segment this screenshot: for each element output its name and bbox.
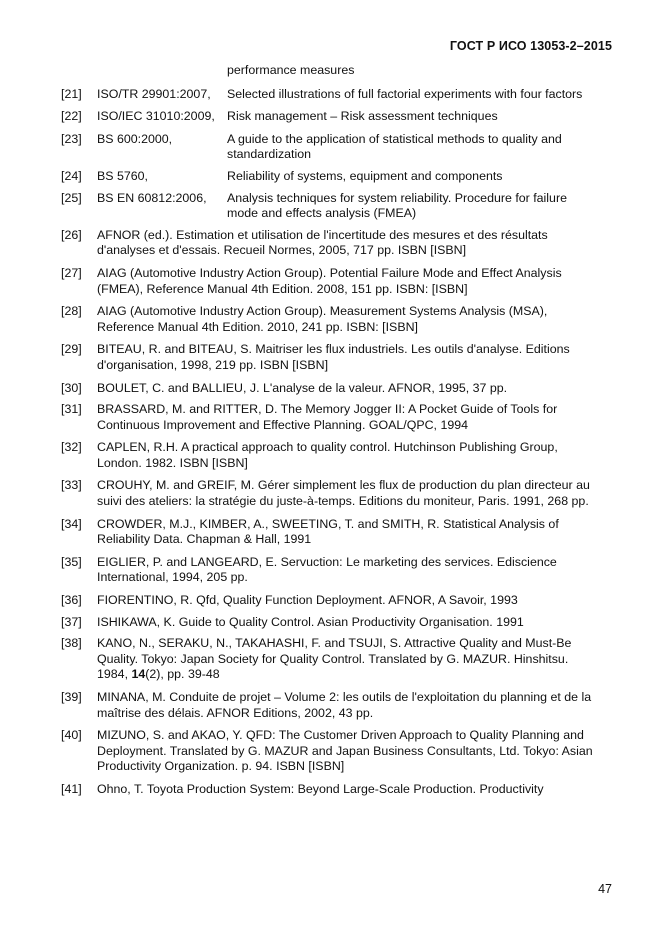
reference-entry (61, 132, 596, 163)
reference-text: AIAG (Automotive Industry Action Group). Potential Failure Mode and Effect Analysis (FMEA), Reference Manual 4th Edition. 2008, 151 pp. ISBN: [ISBN] (97, 265, 562, 296)
reference-number: [28] (61, 304, 82, 319)
reference-entry (61, 478, 596, 509)
reference-entry (61, 381, 596, 397)
reference-text: MINANA, M. Conduite de projet – Volume 2: les outils de l'exploitation du planning et de la maîtrise des délais. AFNOR Editions, 2002, 43 pp. (97, 690, 592, 720)
reference-description: Analysis techniques for system reliability. Procedure for failure mode and effects analysis (FMEA) (227, 190, 567, 221)
reference-entry (61, 342, 596, 373)
reference-number: [26] (61, 227, 82, 242)
reference-number: [41] (61, 781, 82, 796)
reference-number: [29] (61, 342, 82, 357)
reference-entry (61, 169, 596, 185)
reference-entry (61, 593, 596, 609)
reference-text: BOULET, C. and BALLIEU, J. L'analyse de la valeur. AFNOR, 1995, 37 pp. (97, 380, 508, 395)
reference-entry (61, 402, 596, 433)
reference-description: A guide to the application of statistical methods to quality and standardization (227, 131, 562, 162)
reference-entry (61, 304, 596, 335)
reference-number: [31] (61, 402, 82, 417)
reference-text: BITEAU, R. and BITEAU, S. Maitriser les flux industriels. Les outils d'analyse. Editions d'organisation, 1998, 219 pp. ISBN [ISBN] (97, 342, 570, 372)
reference-number: [30] (61, 380, 82, 395)
reference-entry (61, 615, 596, 631)
reference-entry (61, 782, 596, 798)
reference-entry (61, 440, 596, 471)
reference-text: EIGLIER, P. and LANGEARD, E. Servuction: Le marketing des services. Ediscience International, 1994, 205 pp. (97, 554, 557, 585)
reference-entry (61, 636, 596, 683)
reference-number: [37] (61, 614, 82, 629)
reference-text-part: (2), pp. 39-48 (145, 667, 220, 682)
reference-description: Selected illustrations of full factorial experiments with four factors (227, 86, 583, 101)
reference-entry (61, 191, 596, 222)
document-code-header: ГОСТ Р ИСО 13053-2–2015 (449, 39, 612, 53)
page-number: 47 (598, 882, 612, 896)
reference-text: AFNOR (ed.). Estimation et utilisation de l'incertitude des mesures et des résultats d'analyses et d'essais. Recueil Normes, 2005, 717 pp. ISBN [ISBN] (97, 227, 548, 258)
reference-text: Ohno, T. Toyota Production System: Beyond Large-Scale Production. Productivity (97, 781, 544, 796)
reference-text: MIZUNO, S. and AKAO, Y. QFD: The Customer Driven Approach to Quality Planning and Deployment. Translated by G. MAZUR and Japan Business Consultants, Ltd. Tokyo: Asian Productivity Organization. p. 94. ISBN [ISBN] (97, 728, 593, 774)
reference-number: [34] (61, 516, 82, 531)
reference-number: [38] (61, 636, 82, 651)
reference-number: [25] (61, 190, 82, 205)
reference-continuation (61, 63, 596, 79)
reference-volume: 14 (131, 667, 146, 682)
reference-number: [32] (61, 440, 82, 455)
reference-text: ISHIKAWA, K. Guide to Quality Control. Asian Productivity Organisation. 1991 (97, 614, 524, 629)
reference-description: Risk management – Risk assessment techniques (227, 109, 498, 124)
reference-description: performance measures (227, 63, 355, 77)
reference-code: BS EN 60812:2006, (97, 190, 207, 205)
reference-number: [22] (61, 109, 82, 124)
reference-text: FIORENTINO, R. Qfd, Quality Function Deployment. AFNOR, A Savoir, 1993 (97, 593, 518, 608)
reference-entry (61, 555, 596, 586)
reference-code: BS 600:2000, (97, 131, 173, 146)
reference-text: BRASSARD, M. and RITTER, D. The Memory Jogger II: A Pocket Guide of Tools for Continuous Improvement and Effective Planning. GOAL/QPC, 1994 (97, 402, 558, 432)
reference-entry (61, 228, 596, 259)
reference-number: [40] (61, 728, 82, 743)
reference-number: [21] (61, 86, 82, 101)
reference-description: Reliability of systems, equipment and components (227, 168, 503, 183)
reference-code: ISO/IEC 31010:2009, (97, 109, 215, 124)
reference-text (97, 636, 596, 683)
reference-number: [36] (61, 593, 82, 608)
reference-code: ISO/TR 29901:2007, (97, 86, 211, 101)
reference-number: [33] (61, 478, 82, 493)
reference-text: AIAG (Automotive Industry Action Group). Measurement Systems Analysis (MSA), Reference Manual 4th Edition. 2010, 241 pp. ISBN: [ISBN] (97, 304, 548, 334)
reference-text: CAPLEN, R.H. A practical approach to quality control. Hutchinson Publishing Group, London. 1982. ISBN [ISBN] (97, 440, 558, 470)
reference-text: CROUHY, M. and GREIF, M. Gérer simplement les flux de production du plan directeur au suivi des ateliers: la stratégie du juste-à-temps. Editions du moniteur, Paris. 1991, 268 pp. (97, 478, 590, 509)
reference-number: [23] (61, 131, 82, 146)
reference-text: CROWDER, M.J., KIMBER, A., SWEETING, T. and SMITH, R. Statistical Analysis of Reliability Data. Chapman & Hall, 1991 (97, 516, 559, 547)
reference-entry (61, 690, 596, 721)
reference-code: BS 5760, (97, 168, 148, 183)
reference-number: [24] (61, 168, 82, 183)
reference-number: [39] (61, 690, 82, 704)
reference-entry (61, 728, 596, 775)
reference-entry (61, 517, 596, 548)
reference-text-part: KANO, N., SERAKU, N., TAKAHASHI, F. and TSUJI, S. Attractive Quality and Must-Be Quality. Tokyo: Japan Society for Quality Control. Translated by G. MAZUR. Hinshitsu. 1984, (97, 636, 572, 682)
reference-list (61, 63, 596, 804)
reference-entry (61, 87, 596, 103)
reference-number: [35] (61, 554, 82, 569)
reference-entry (61, 266, 596, 297)
reference-entry (61, 109, 596, 125)
reference-number: [27] (61, 265, 82, 280)
